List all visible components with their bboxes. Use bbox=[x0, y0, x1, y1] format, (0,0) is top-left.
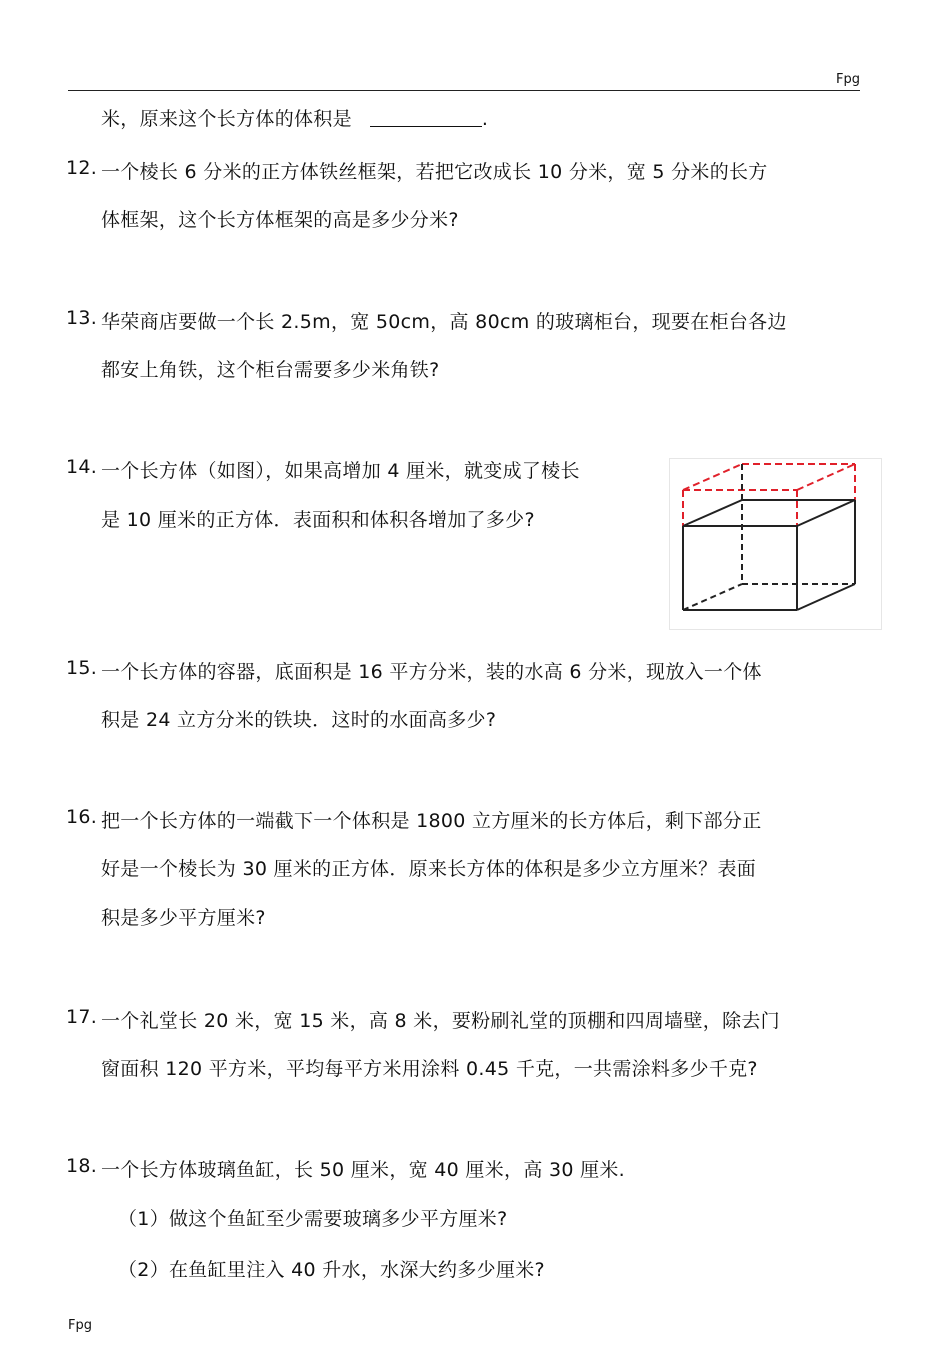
q12-line-2: 体框架，这个长方体框架的高是多少分米? bbox=[101, 209, 459, 231]
cuboid-diagram bbox=[669, 458, 882, 630]
q16-line-3: 积是多少平方厘米? bbox=[101, 907, 266, 929]
q11-continuation bbox=[101, 104, 488, 131]
page-footer-label: Fpg bbox=[68, 1318, 92, 1333]
answer-blank[interactable] bbox=[370, 108, 482, 127]
cuboid-figure bbox=[669, 458, 882, 630]
figure-border bbox=[670, 459, 882, 630]
header-rule bbox=[68, 90, 860, 91]
q18-part-2: （2）在鱼缸里注入 40 升水，水深大约多少厘米? bbox=[118, 1259, 545, 1281]
q18-part-1: （1）做这个鱼缸至少需要玻璃多少平方厘米? bbox=[118, 1208, 508, 1230]
q15-line-1: 一个长方体的容器，底面积是 16 平方分米，装的水高 6 分米，现放入一个体 bbox=[101, 661, 762, 683]
q12-line-1: 一个棱长 6 分米的正方体铁丝框架，若把它改成长 10 分米，宽 5 分米的长方 bbox=[101, 161, 768, 183]
q13-line-1: 华荣商店要做一个长 2.5m，宽 50cm，高 80cm 的玻璃柜台，现要在柜台各边 bbox=[101, 311, 787, 333]
page-header-label: Fpg bbox=[836, 72, 860, 87]
q16-number: 16. bbox=[66, 806, 98, 828]
q13-number: 13. bbox=[66, 307, 98, 329]
q18-line-1: 一个长方体玻璃鱼缸，长 50 厘米，宽 40 厘米，高 30 厘米. bbox=[101, 1159, 626, 1181]
q14-line-1: 一个长方体（如图），如果高增加 4 厘米，就变成了棱长 bbox=[101, 460, 580, 482]
q11-text: 米，原来这个长方体的体积是 bbox=[101, 108, 352, 130]
q11-period: . bbox=[481, 108, 489, 130]
q13-line-2: 都安上角铁，这个柜台需要多少米角铁? bbox=[101, 359, 440, 381]
q15-line-2: 积是 24 立方分米的铁块．这时的水面高多少? bbox=[101, 709, 497, 731]
q17-line-1: 一个礼堂长 20 米，宽 15 米，高 8 米，要粉刷礼堂的顶棚和四周墙壁，除去门 bbox=[101, 1010, 780, 1032]
q18-number: 18. bbox=[66, 1155, 98, 1177]
q17-number: 17. bbox=[66, 1006, 98, 1028]
q15-number: 15. bbox=[66, 657, 98, 679]
q16-line-2: 好是一个棱长为 30 厘米的正方体．原来长方体的体积是多少立方厘米？表面 bbox=[101, 858, 757, 880]
q16-line-1: 把一个长方体的一端截下一个体积是 1800 立方厘米的长方体后，剩下部分正 bbox=[101, 810, 762, 832]
q14-line-2: 是 10 厘米的正方体．表面积和体积各增加了多少? bbox=[101, 509, 535, 531]
q12-number: 12. bbox=[66, 157, 98, 179]
q17-line-2: 窗面积 120 平方米，平均每平方米用涂料 0.45 千克，一共需涂料多少千克? bbox=[101, 1058, 758, 1080]
q14-number: 14. bbox=[66, 456, 98, 478]
